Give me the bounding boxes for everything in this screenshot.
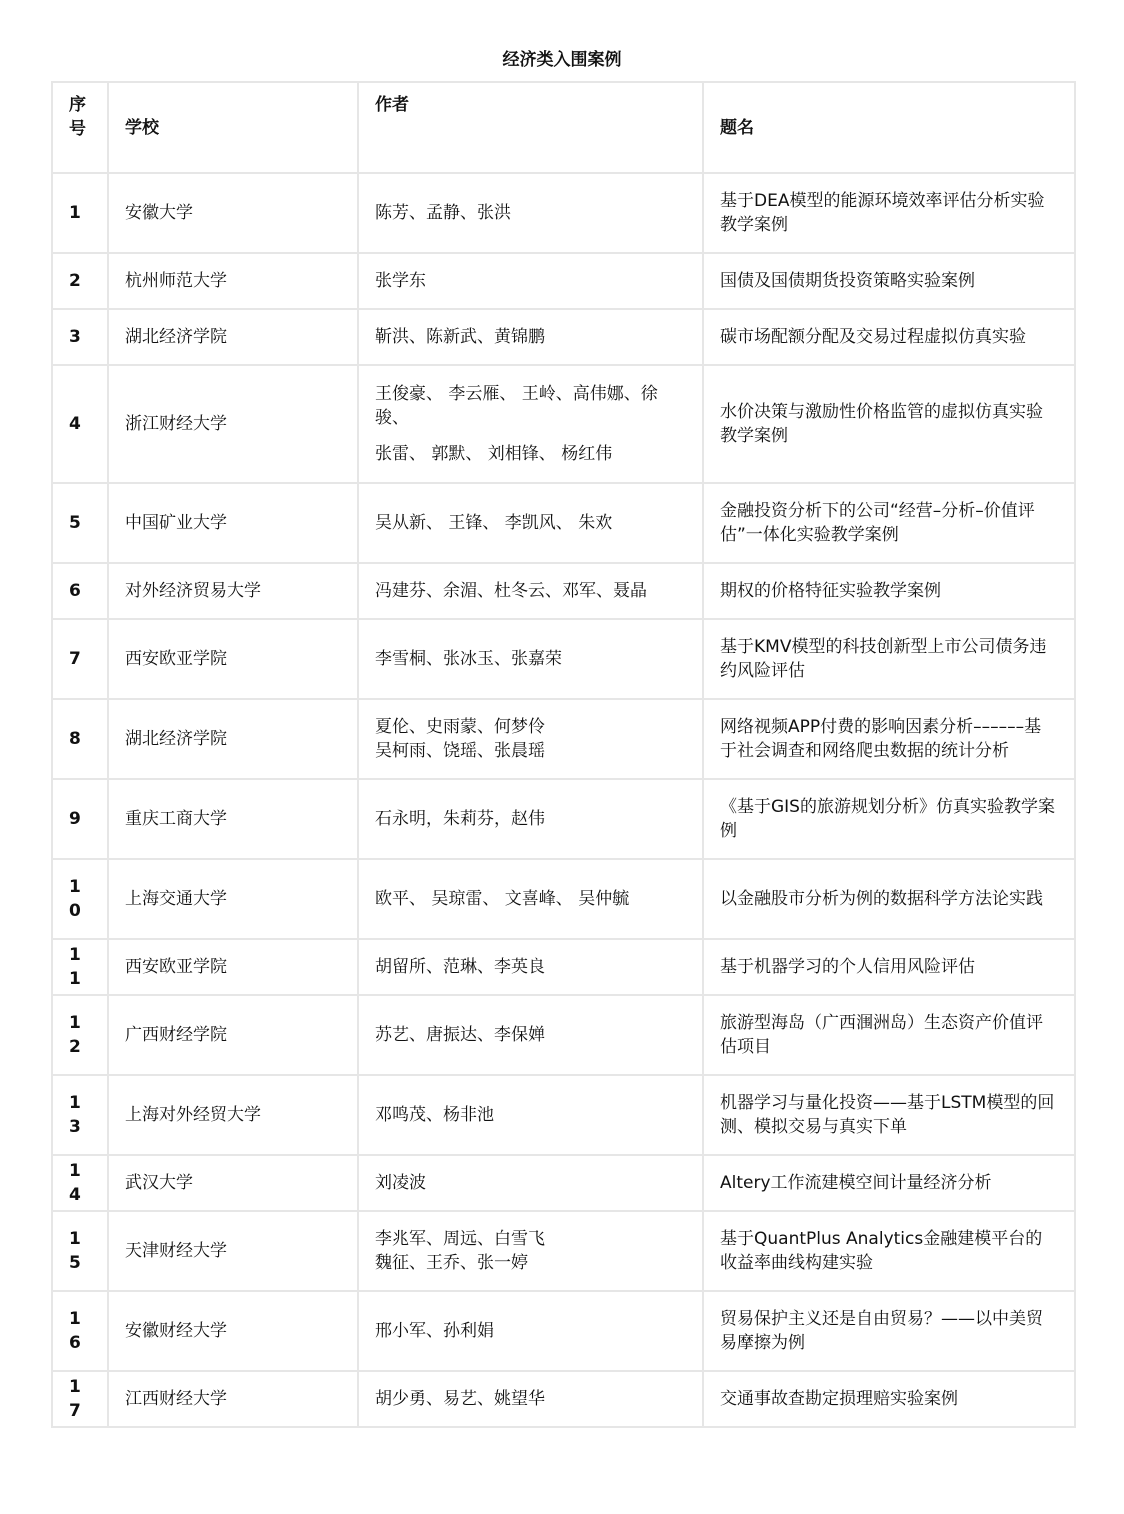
row-school: 中国矿业大学 [108, 483, 358, 563]
table-row [52, 619, 1075, 699]
row-topic: 机器学习与量化投资——基于LSTM模型的回测、模拟交易与真实下单 [703, 1075, 1075, 1155]
row-number: 9 [52, 779, 108, 859]
row-number: 3 [52, 309, 108, 365]
row-topic: 金融投资分析下的公司“经营–分析–价值评估”一体化实验教学案例 [703, 483, 1075, 563]
author-line: 胡留所、范琳、李英良 [375, 957, 545, 977]
table-body [52, 173, 1075, 1427]
row-number: 1 [52, 173, 108, 253]
author-line: 夏伦、史雨蒙、何梦伶 [375, 717, 545, 737]
row-number: 5 [52, 483, 108, 563]
row-school: 杭州师范大学 [108, 253, 358, 309]
table-row [52, 253, 1075, 309]
author-line: 魏征、王乔、张一婷 [375, 1253, 528, 1273]
table-row [52, 995, 1075, 1075]
author-line: 陈芳、孟静、张洪 [375, 203, 511, 223]
table-row [52, 1075, 1075, 1155]
header-authors: 作者 [358, 82, 703, 173]
row-topic: 交通事故查勘定损理赔实验案例 [703, 1371, 1075, 1427]
row-school: 安徽财经大学 [108, 1291, 358, 1371]
row-authors [358, 365, 703, 483]
row-number: 11 [52, 939, 108, 995]
author-line: 李兆军、周远、白雪飞 [375, 1229, 545, 1249]
row-authors [358, 619, 703, 699]
author-line: 胡少勇、易艺、姚望华 [375, 1389, 545, 1409]
row-authors [358, 173, 703, 253]
author-line: 吴柯雨、饶瑶、张晨瑶 [375, 741, 545, 761]
author-line: 吴从新、 王锋、 李凯风、 朱欢 [375, 513, 613, 533]
row-topic: 基于机器学习的个人信用风险评估 [703, 939, 1075, 995]
header-num: 序号 [52, 82, 108, 173]
author-line: 靳洪、陈新武、黄锦鹏 [375, 327, 545, 347]
row-topic: 基于QuantPlus Analytics金融建模平台的收益率曲线构建实验 [703, 1211, 1075, 1291]
table-row [52, 365, 1075, 483]
row-topic: 期权的价格特征实验教学案例 [703, 563, 1075, 619]
row-school: 对外经济贸易大学 [108, 563, 358, 619]
row-school: 西安欧亚学院 [108, 939, 358, 995]
row-number: 13 [52, 1075, 108, 1155]
row-topic: 水价决策与激励性价格监管的虚拟仿真实验教学案例 [703, 365, 1075, 483]
row-authors [358, 859, 703, 939]
row-school: 上海对外经贸大学 [108, 1075, 358, 1155]
table-row [52, 939, 1075, 995]
table-row [52, 1371, 1075, 1427]
row-school: 湖北经济学院 [108, 309, 358, 365]
table-row [52, 483, 1075, 563]
table-row [52, 859, 1075, 939]
row-number: 10 [52, 859, 108, 939]
row-authors [358, 253, 703, 309]
row-authors [358, 309, 703, 365]
row-authors [358, 1211, 703, 1291]
author-line: 王俊豪、 李云雁、 王岭、高伟娜、徐骏、 [375, 384, 658, 428]
header-row [52, 82, 1075, 173]
author-line: 李雪桐、张冰玉、张嘉荣 [375, 649, 562, 669]
page-title: 经济类入围案例 [502, 50, 622, 70]
row-school: 浙江财经大学 [108, 365, 358, 483]
row-number: 8 [52, 699, 108, 779]
row-number: 7 [52, 619, 108, 699]
row-school: 安徽大学 [108, 173, 358, 253]
author-line: 张雷、 郭默、 刘相锋、 杨红伟 [375, 444, 613, 464]
row-authors [358, 939, 703, 995]
row-number: 2 [52, 253, 108, 309]
table-row [52, 173, 1075, 253]
row-authors [358, 483, 703, 563]
header-topic: 题名 [703, 82, 1075, 173]
row-topic: Altery工作流建模空间计量经济分析 [703, 1155, 1075, 1211]
author-line: 张学东 [375, 271, 426, 291]
row-authors [358, 1155, 703, 1211]
row-number: 17 [52, 1371, 108, 1427]
row-authors [358, 1291, 703, 1371]
row-number: 15 [52, 1211, 108, 1291]
row-authors [358, 995, 703, 1075]
table-row [52, 309, 1075, 365]
row-authors [358, 1371, 703, 1427]
header-school: 学校 [108, 82, 358, 173]
row-authors [358, 699, 703, 779]
author-line: 苏艺、唐振达、李保婵 [375, 1025, 545, 1045]
row-authors [358, 779, 703, 859]
row-number: 6 [52, 563, 108, 619]
row-topic: 国债及国债期货投资策略实验案例 [703, 253, 1075, 309]
row-number: 4 [52, 365, 108, 483]
table-row [52, 699, 1075, 779]
table-row [52, 1211, 1075, 1291]
table-row [52, 1291, 1075, 1371]
table-row [52, 1155, 1075, 1211]
row-school: 上海交通大学 [108, 859, 358, 939]
row-school: 江西财经大学 [108, 1371, 358, 1427]
row-school: 天津财经大学 [108, 1211, 358, 1291]
row-topic: 《基于GIS的旅游规划分析》仿真实验教学案例 [703, 779, 1075, 859]
row-authors [358, 563, 703, 619]
row-topic: 贸易保护主义还是自由贸易？——以中美贸易摩擦为例 [703, 1291, 1075, 1371]
row-topic: 基于DEA模型的能源环境效率评估分析实验教学案例 [703, 173, 1075, 253]
author-line: 邢小军、孙利娟 [375, 1321, 494, 1341]
table-row [52, 779, 1075, 859]
row-topic: 碳市场配额分配及交易过程虚拟仿真实验 [703, 309, 1075, 365]
row-school: 武汉大学 [108, 1155, 358, 1211]
row-topic: 以金融股市分析为例的数据科学方法论实践 [703, 859, 1075, 939]
author-line: 冯建芬、余湄、杜冬云、邓军、聂晶 [375, 581, 647, 601]
row-number: 12 [52, 995, 108, 1075]
row-number: 16 [52, 1291, 108, 1371]
row-number: 14 [52, 1155, 108, 1211]
row-school: 湖北经济学院 [108, 699, 358, 779]
row-school: 西安欧亚学院 [108, 619, 358, 699]
row-topic: 基于KMV模型的科技创新型上市公司债务违约风险评估 [703, 619, 1075, 699]
cases-table [51, 81, 1076, 1428]
author-line: 邓鸣茂、杨非池 [375, 1105, 494, 1125]
row-topic: 网络视频APP付费的影响因素分析––––––基于社会调查和网络爬虫数据的统计分析 [703, 699, 1075, 779]
author-line: 欧平、 吴琼雷、 文喜峰、 吴仲毓 [375, 889, 630, 909]
row-school: 广西财经学院 [108, 995, 358, 1075]
row-topic: 旅游型海岛（广西涠洲岛）生态资产价值评估项目 [703, 995, 1075, 1075]
row-school: 重庆工商大学 [108, 779, 358, 859]
row-authors [358, 1075, 703, 1155]
table-row [52, 563, 1075, 619]
author-line: 刘凌波 [375, 1173, 426, 1193]
author-line: 石永明，朱莉芬，赵伟 [375, 809, 545, 829]
